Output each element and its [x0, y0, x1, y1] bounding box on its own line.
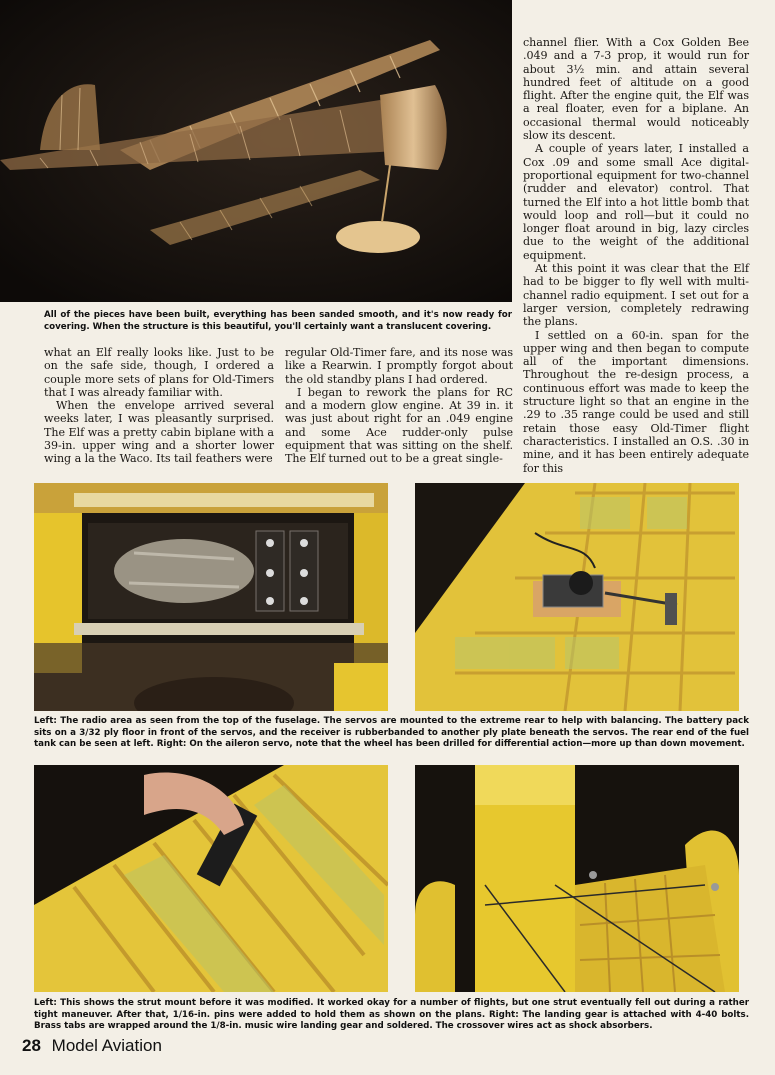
article-column-right-top	[523, 36, 749, 475]
paragraph: regular Old-Timer fare, and its nose was like a Rearwin. I promptly forgot about the old standby plans I had ordered.	[285, 346, 513, 386]
paragraph: I began to rework the plans for RC and a modern glow engine. At 39 in. it was just about right for an .049 engine and some Ace rudder-only pulse equipment that was sitting on the shelf. The Elf turned out to be a great single-	[285, 385, 513, 466]
photo-landing-gear	[415, 765, 739, 992]
article-column-left	[44, 346, 274, 466]
photo-caption-top: All of the pieces have been built, everything has been sanded smooth, and it's now ready for covering. When the structure is this beautiful, you'll certainly want a translucent covering.	[44, 310, 512, 332]
paragraph: channel flier. With a Cox Golden Bee .049 and a 7-3 prop, it would run for about 3½ min. and attain several hundred feet of altitude on a good flight. After the engine quit, the Elf was a real floater, even for a biplane. An occasional thermal would noticeably slow its descent.	[523, 36, 749, 143]
paragraph: what an Elf really looks like. Just to be on the safe side, though, I ordered a couple more sets of plans for Old-Timers that I was already familiar with.	[44, 346, 274, 399]
photo-caption-bottom: Left: This shows the strut mount before it was modified. It worked okay for a number of flights, but one strut eventually fell out during a rather tight maneuver. After that, 1/16-in. pins were added to hold them as shown on the plans. Right: The landing gear is attached with 4-40 bolts. Brass tabs are wrapped around the 1/8-in. music wire landing gear and soldered. The crossover wires act as shock absorbers.	[34, 998, 749, 1032]
photo-biplane-structure	[0, 0, 512, 302]
publication-name: Model Aviation	[51, 1036, 162, 1055]
page-number: 28	[22, 1036, 41, 1055]
page-folio	[22, 1036, 162, 1056]
paragraph: At this point it was clear that the Elf had to be bigger to fly well with multi-channel radio equipment. I set out for a larger version, completely redrawing the plans.	[523, 262, 749, 329]
paragraph: When the envelope arrived several weeks later, I was pleasantly surprised. The Elf was a pretty cabin biplane with a 39-in. upper wing and a shorter lower wing a la the Waco. Its tail feathers were	[44, 399, 274, 466]
photo-aileron-servo	[415, 483, 739, 711]
paragraph: I settled on a 60-in. span for the upper wing and then began to compute all of the important dimensions. Throughout the re-design process, a continuous effort was made to keep the structure light so that an engine in the .29 to .35 range could be used and still retain those easy Old-Timer flight characteristics. I installed an O.S. .30 in mine, and it has been entirely adequate for this	[523, 328, 749, 475]
photo-strut-mount	[34, 765, 388, 992]
article-column-middle	[285, 346, 513, 466]
photo-caption-middle: Left: The radio area as seen from the top of the fuselage. The servos are mounted to the extreme rear to help with balancing. The battery pack sits on a 3/32 ply floor in front of the servos, and the receiver is rubberbanded to another ply plate beneath the servos. The rear end of the fuel tank can be seen at left. Right: On the aileron servo, note that the wheel has been drilled for differential action—more up than down movement.	[34, 716, 749, 750]
photo-radio-compartment	[34, 483, 388, 711]
paragraph: A couple of years later, I installed a Cox .09 and some small Ace digital-proportional equipment for two-channel (rudder and elevator) control. That turned the Elf into a hot little bomb that would loop and roll—but it could no longer float around in big, lazy circles due to the weight of the additional equipment.	[523, 142, 749, 262]
